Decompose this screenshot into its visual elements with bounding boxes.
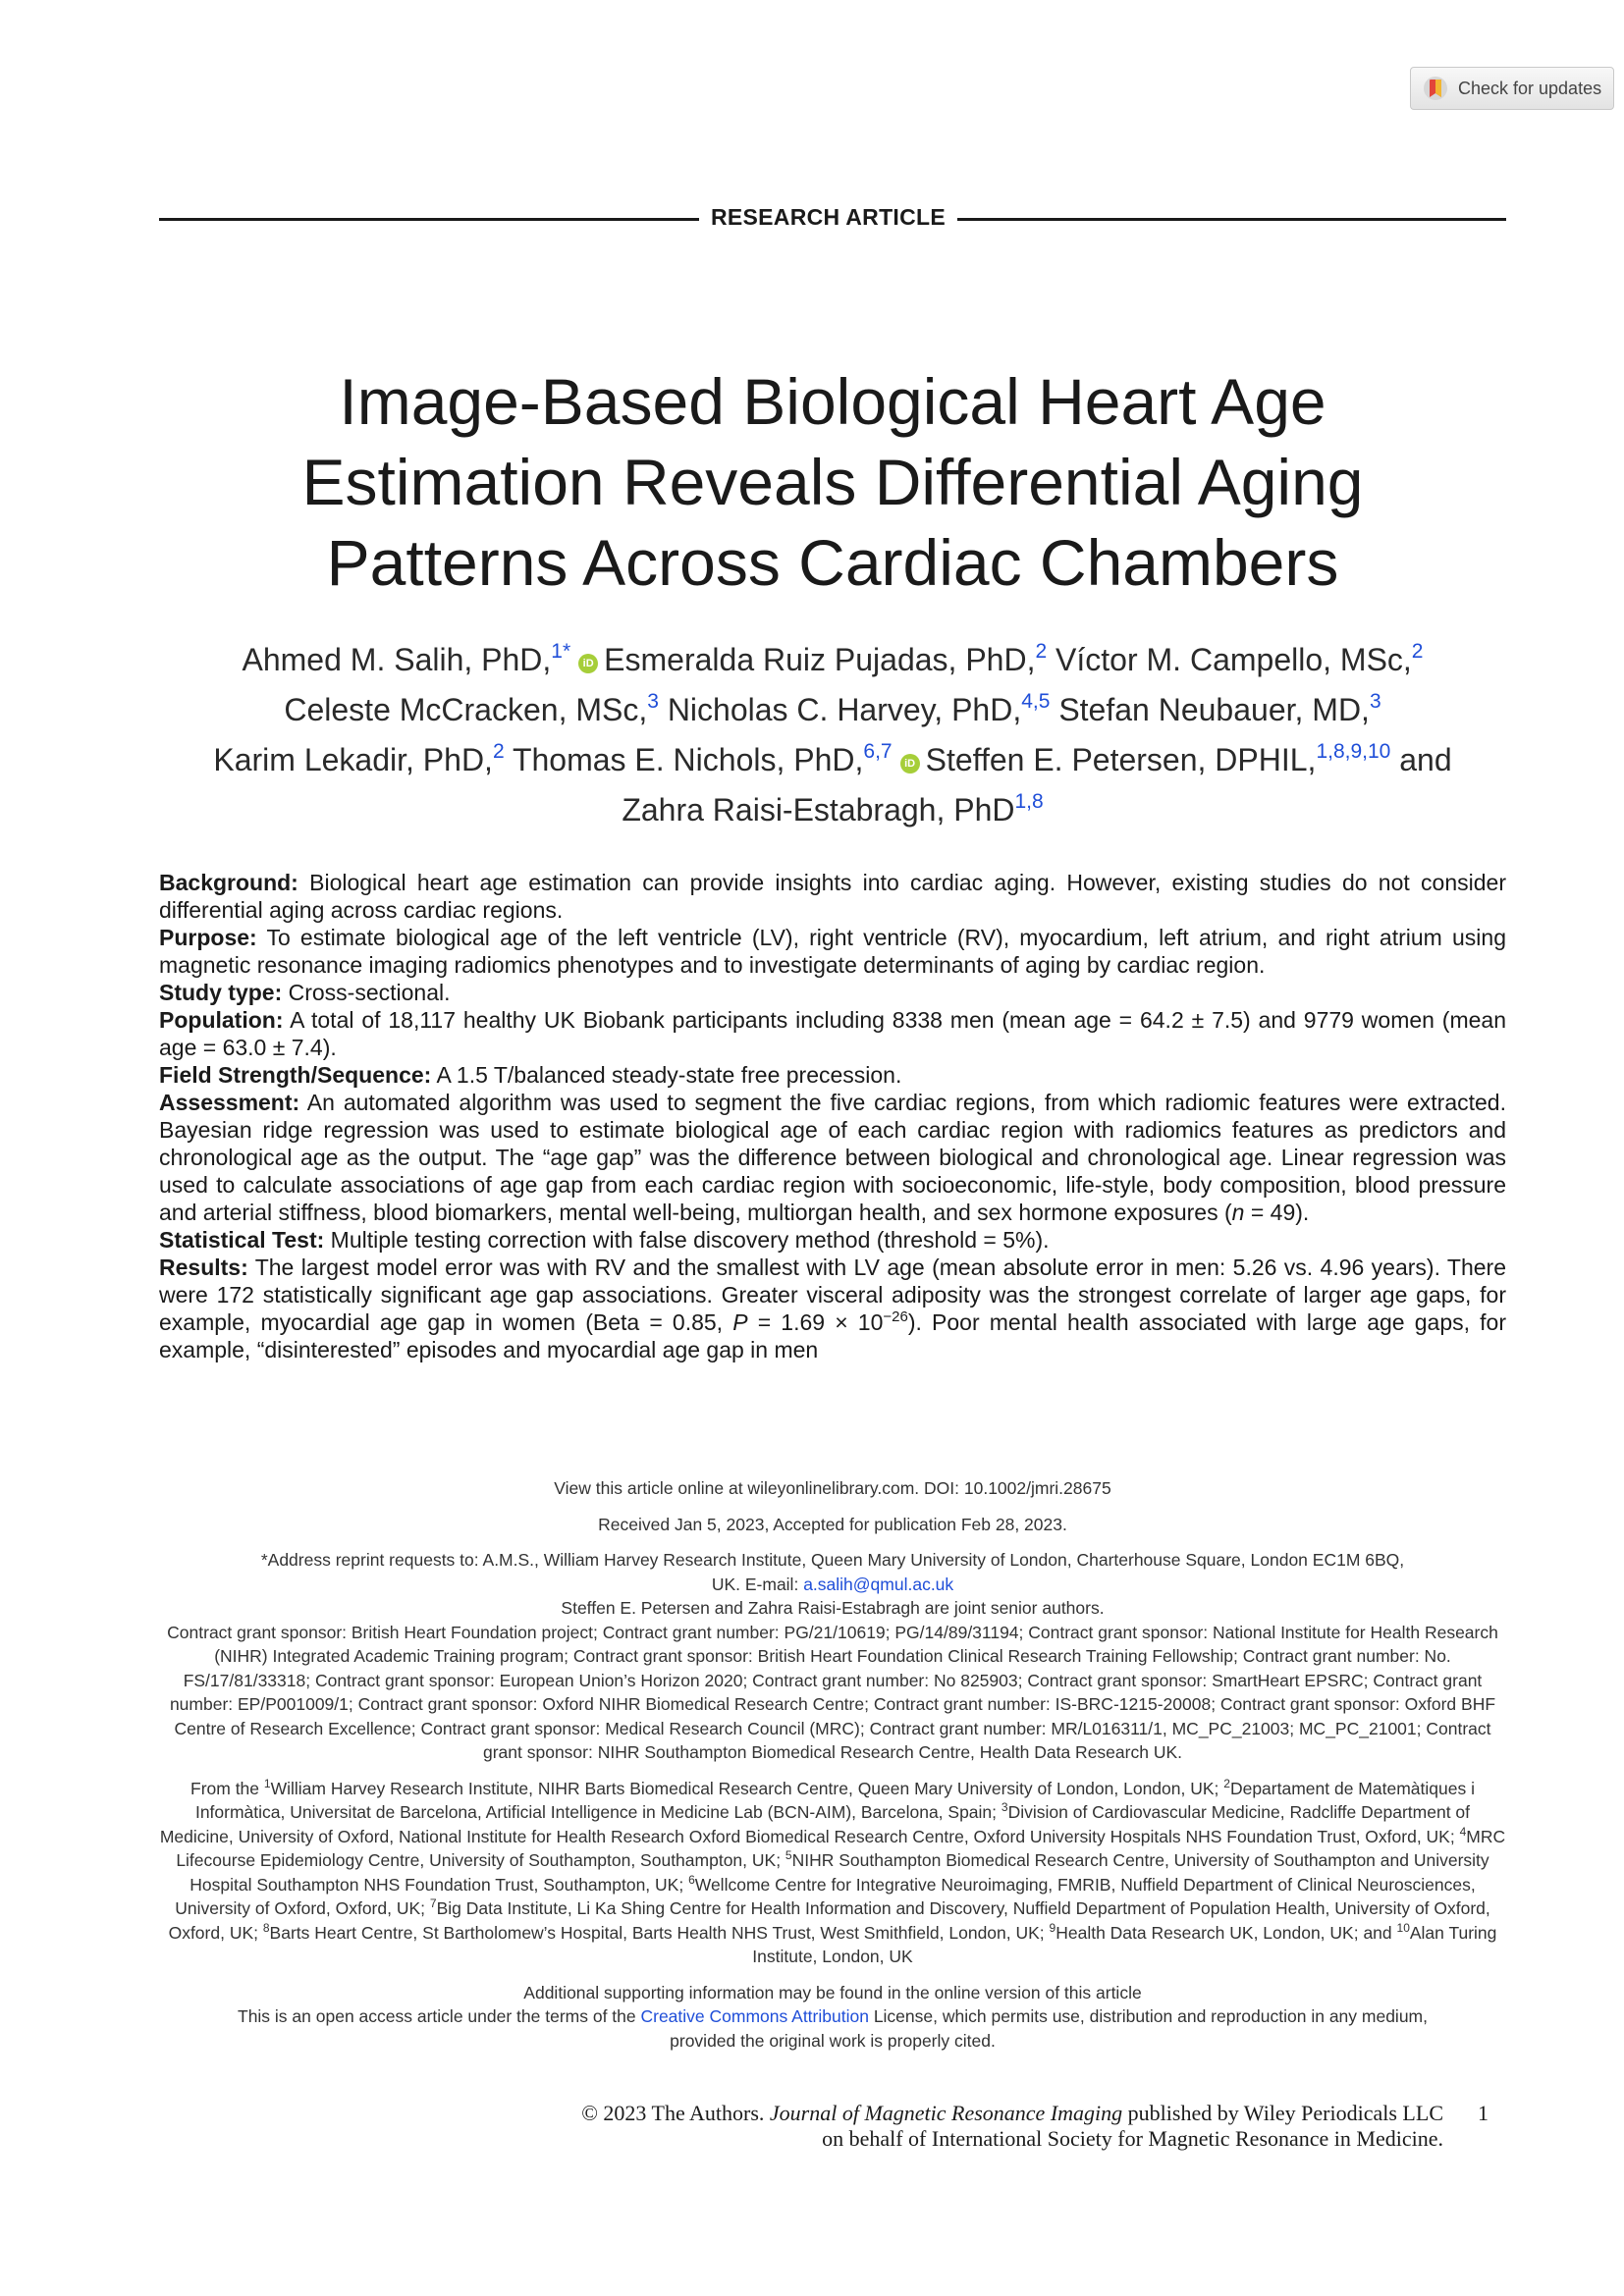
abstract-text: A total of 18,117 healthy UK Biobank participants including 8338 men (mean age = 64.2 ± 7.5) and 9779 women (mean age = 63.0 ± 7.4).	[159, 1007, 1506, 1060]
abstract-label: Purpose:	[159, 925, 257, 950]
abstract-label: Field Strength/Sequence:	[159, 1062, 432, 1088]
abstract	[159, 869, 1506, 1363]
affiliation-number: 7	[429, 1896, 437, 1910]
copyright-text: © 2023 The Authors.	[581, 2101, 770, 2125]
affiliation-number: 8	[262, 1920, 270, 1935]
abstract-label: Background:	[159, 870, 298, 895]
author-affiliation[interactable]: 3	[647, 690, 659, 713]
abstract-text: Multiple testing correction with false discovery method (threshold = 5%).	[324, 1227, 1050, 1253]
author-name: Zahra Raisi-Estabragh, PhD	[622, 792, 1015, 828]
author-line	[159, 635, 1506, 685]
abstract-label: Study type:	[159, 980, 283, 1005]
license-text: This is an open access article under the terms of the	[238, 2006, 641, 2026]
orcid-icon[interactable]: iD	[900, 754, 920, 774]
check-for-updates-badge[interactable]	[1410, 67, 1614, 110]
author-affiliation[interactable]: 3	[1369, 690, 1381, 713]
affiliation-text: Barts Heart Centre, St Bartholomew’s Hospital, Barts Health NHS Trust, West Smithfield, London, UK;	[269, 1922, 1050, 1943]
affiliation-number: 4	[1459, 1824, 1467, 1839]
title-line: Patterns Across Cardiac Chambers	[326, 526, 1339, 599]
abstract-math: P	[732, 1309, 748, 1335]
address-note	[159, 1573, 1506, 1597]
abstract-text: ). Poor mental health associated with large age gaps, for example, “disinterested” episodes and myocardial age gap in men	[159, 1309, 1506, 1362]
author-line	[159, 685, 1506, 735]
author-affiliation[interactable]: 2	[1411, 640, 1424, 663]
author-affiliation[interactable]: 6,7	[863, 740, 893, 763]
author-name: Thomas E. Nichols, PhD,	[512, 742, 864, 777]
author-name: Nicholas C. Harvey, PhD,	[667, 692, 1022, 727]
address-text: *Address reprint requests to: A.M.S., William Harvey Research Institute, Queen Mary University of London, Charterhouse Square, London EC1M 6BQ,	[260, 1550, 1405, 1570]
abstract-text: Cross-sectional.	[282, 980, 451, 1005]
society-line: on behalf of International Society for Magnetic Resonance in Medicine.	[822, 2126, 1443, 2151]
abstract-assessment	[159, 1089, 1506, 1226]
author-affiliation[interactable]: 2	[1035, 640, 1048, 663]
title-line: Estimation Reveals Differential Aging	[301, 446, 1364, 518]
abstract-exponent: −26	[883, 1308, 908, 1325]
grant-note: Contract grant sponsor: British Heart Foundation project; Contract grant number: PG/21/10619; PG/14/89/31194; Contract grant sponsor: National Institute for Health Research (NIHR) Integrated Academic Training program; Contract grant sponsor: British Heart Foundation Clinical Research Training Fellowship; Contract grant number: No. FS/17/81/33318; Contract grant sponsor: European Union’s Horizon 2020; Contract grant number: No 825903; Contract grant sponsor: SmartHeart EPSRC; Contract grant number: EP/P001009/1; Contract grant sponsor: Oxford NIHR Biomedical Research Centre; Contract grant number: IS-BRC-1215-20008; Contract grant sponsor: Oxford BHF Centre of Research Excellence; Contract grant sponsor: Medical Research Council (MRC); Contract grant number: MR/L016311/1, MC_PC_21003; MC_PC_21001; Contract grant sponsor: NIHR Southampton Biomedical Research Centre, Health Data Research UK.	[167, 1622, 1498, 1762]
orcid-icon[interactable]: iD	[578, 654, 598, 673]
affiliation-text: MRC Lifecourse Epidemiology Centre, University of Southampton, Southampton, UK;	[176, 1826, 1506, 1870]
license-text: License, which permits use, distribution and reproduction in any medium,	[868, 2006, 1428, 2026]
address-note	[159, 1548, 1506, 1573]
check-for-updates-icon	[1423, 76, 1448, 101]
abstract-statistical-test	[159, 1226, 1506, 1254]
author-affiliation[interactable]: 1,8,9,10	[1316, 740, 1391, 763]
affiliation-text: William Harvey Research Institute, NIHR Barts Biomedical Research Centre, Queen Mary University of London, London, UK;	[270, 1778, 1224, 1798]
abstract-label: Results:	[159, 1255, 248, 1280]
author-name: Celeste McCracken, MSc,	[284, 692, 648, 727]
author-name: Stefan Neubauer, MD,	[1058, 692, 1370, 727]
address-text: UK. E-mail:	[711, 1574, 804, 1594]
author-list	[159, 635, 1506, 835]
affiliations-note	[159, 1777, 1506, 1969]
author-affiliation[interactable]: 1*	[551, 640, 571, 663]
affiliation-text: Departament de Matemàtiques i Informàtica, Universitat de Barcelona, Artificial Intelligence in Medicine Lab (BCN-AIM), Barcelona, Spain;	[194, 1778, 1475, 1822]
author-name: Steffen E. Petersen, DPHIL,	[925, 742, 1317, 777]
affiliation-number: 9	[1049, 1920, 1056, 1935]
affiliation-text: Alan Turing Institute, London, UK	[752, 1922, 1497, 1966]
page-footer	[393, 2101, 1443, 2152]
email-link[interactable]: a.salih@qmul.ac.uk	[803, 1574, 954, 1594]
abstract-population	[159, 1006, 1506, 1061]
affiliation-number: 2	[1223, 1776, 1230, 1790]
title-line: Image-Based Biological Heart Age	[339, 365, 1326, 438]
abstract-text: An automated algorithm was used to segment the five cardiac regions, from which radiomic features were extracted. Bayesian ridge regression was used to estimate biological age of each cardiac region with radiomics features as predictors and chronological age as the output. The “age gap” was the difference between biological and chronological age. Linear regression was used to calculate associations of age gap from each cardiac region with socioeconomic, life-style, body composition, blood pressure and arterial stiffness, blood biomarkers, mental well-being, multiorgan health, and sex hormone exposures (	[159, 1090, 1506, 1225]
supporting-info-note: Additional supporting information may be found in the online version of this article	[523, 1982, 1142, 2002]
abstract-purpose	[159, 924, 1506, 979]
received-note: Received Jan 5, 2023, Accepted for publication Feb 28, 2023.	[598, 1514, 1067, 1534]
license-note	[159, 2004, 1506, 2029]
section-label: RESEARCH ARTICLE	[710, 204, 947, 230]
abstract-text: To estimate biological age of the left ventricle (LV), right ventricle (RV), myocardium, left atrium, and right atrium using magnetic resonance imaging radiomics phenotypes and to investigate determinants of aging by cardiac region.	[159, 925, 1506, 978]
abstract-text: Biological heart age estimation can provide insights into cardiac aging. However, existing studies do not consider differential aging across cardiac regions.	[159, 870, 1506, 923]
affiliation-text: Division of Cardiovascular Medicine, Radcliffe Department of Medicine, University of Oxford, National Institute for Health Research Oxford Biomedical Research Centre, Oxford University Hospitals NHS Foundation Trust, Oxford, UK;	[159, 1802, 1471, 1846]
abstract-text: A 1.5 T/balanced steady-state free precession.	[431, 1062, 902, 1088]
author-name: Ahmed M. Salih, PhD,	[242, 642, 552, 677]
abstract-math: n	[1231, 1200, 1245, 1225]
author-line	[159, 735, 1506, 785]
check-for-updates-label: Check for updates	[1458, 78, 1602, 98]
abstract-background	[159, 869, 1506, 924]
page-number: 1	[1478, 2101, 1489, 2125]
article-title	[159, 361, 1506, 603]
affiliation-text: Health Data Research UK, London, UK; and	[1056, 1922, 1397, 1943]
abstract-field-strength	[159, 1061, 1506, 1089]
copyright-line	[393, 2101, 1443, 2126]
abstract-label: Statistical Test:	[159, 1227, 325, 1253]
affiliations-intro: From the	[190, 1778, 264, 1798]
abstract-text: = 1.69 × 10	[747, 1309, 884, 1335]
affiliation-text: Big Data Institute, Li Ka Shing Centre for Health Information and Discovery, Nuffield Department of Population Health, University of Oxford, Oxford, UK;	[168, 1898, 1490, 1943]
front-matter-notes	[159, 1476, 1506, 2053]
journal-name: Journal of Magnetic Resonance Imaging	[769, 2101, 1123, 2125]
affiliation-number: 5	[785, 1848, 792, 1862]
header-rule-right	[957, 218, 1506, 221]
abstract-text: = 49).	[1244, 1200, 1310, 1225]
view-online-note: View this article online at wileyonlinelibrary.com. DOI: 10.1002/jmri.28675	[554, 1478, 1111, 1498]
license-link[interactable]: Creative Commons Attribution	[640, 2006, 869, 2026]
abstract-label: Assessment:	[159, 1090, 300, 1115]
affiliation-number: 10	[1396, 1920, 1410, 1935]
license-note: provided the original work is properly cited.	[670, 2030, 996, 2051]
author-affiliation[interactable]: 2	[492, 740, 505, 763]
abstract-label: Population:	[159, 1007, 284, 1033]
affiliation-text: Wellcome Centre for Integrative Neuroimaging, FMRIB, Nuffield Department of Clinical Neurosciences, University of Oxford, Oxford, UK;	[175, 1874, 1476, 1918]
author-name: Víctor M. Campello, MSc,	[1056, 642, 1412, 677]
affiliation-number: 3	[1001, 1800, 1008, 1814]
abstract-text: The largest model error was with RV and the smallest with LV age (mean absolute error in men: 5.26 vs. 4.96 years). There were 172 statistically significant age gap associations. Greater visceral adiposity was the strongest correlate of larger age gaps, for example, myocardial age gap in women (Beta = 0.85,	[159, 1255, 1506, 1335]
author-line	[159, 785, 1506, 835]
author-name: Karim Lekadir, PhD,	[213, 742, 493, 777]
author-conjunction: and	[1399, 742, 1452, 777]
affiliation-number: 6	[688, 1872, 695, 1887]
author-name: Esmeralda Ruiz Pujadas, PhD,	[604, 642, 1036, 677]
author-affiliation[interactable]: 4,5	[1021, 690, 1051, 713]
author-affiliation[interactable]: 1,8	[1014, 790, 1044, 813]
publisher-text: published by Wiley Periodicals LLC	[1122, 2101, 1443, 2125]
affiliation-number: 1	[263, 1776, 271, 1790]
header-rule-left	[159, 218, 699, 221]
abstract-results	[159, 1254, 1506, 1363]
joint-authors-note: Steffen E. Petersen and Zahra Raisi-Estabragh are joint senior authors.	[561, 1598, 1105, 1618]
affiliation-text: NIHR Southampton Biomedical Research Centre, University of Southampton and University Hospital Southampton NHS Foundation Trust, Southampton, UK;	[189, 1850, 1489, 1895]
abstract-study-type	[159, 979, 1506, 1006]
